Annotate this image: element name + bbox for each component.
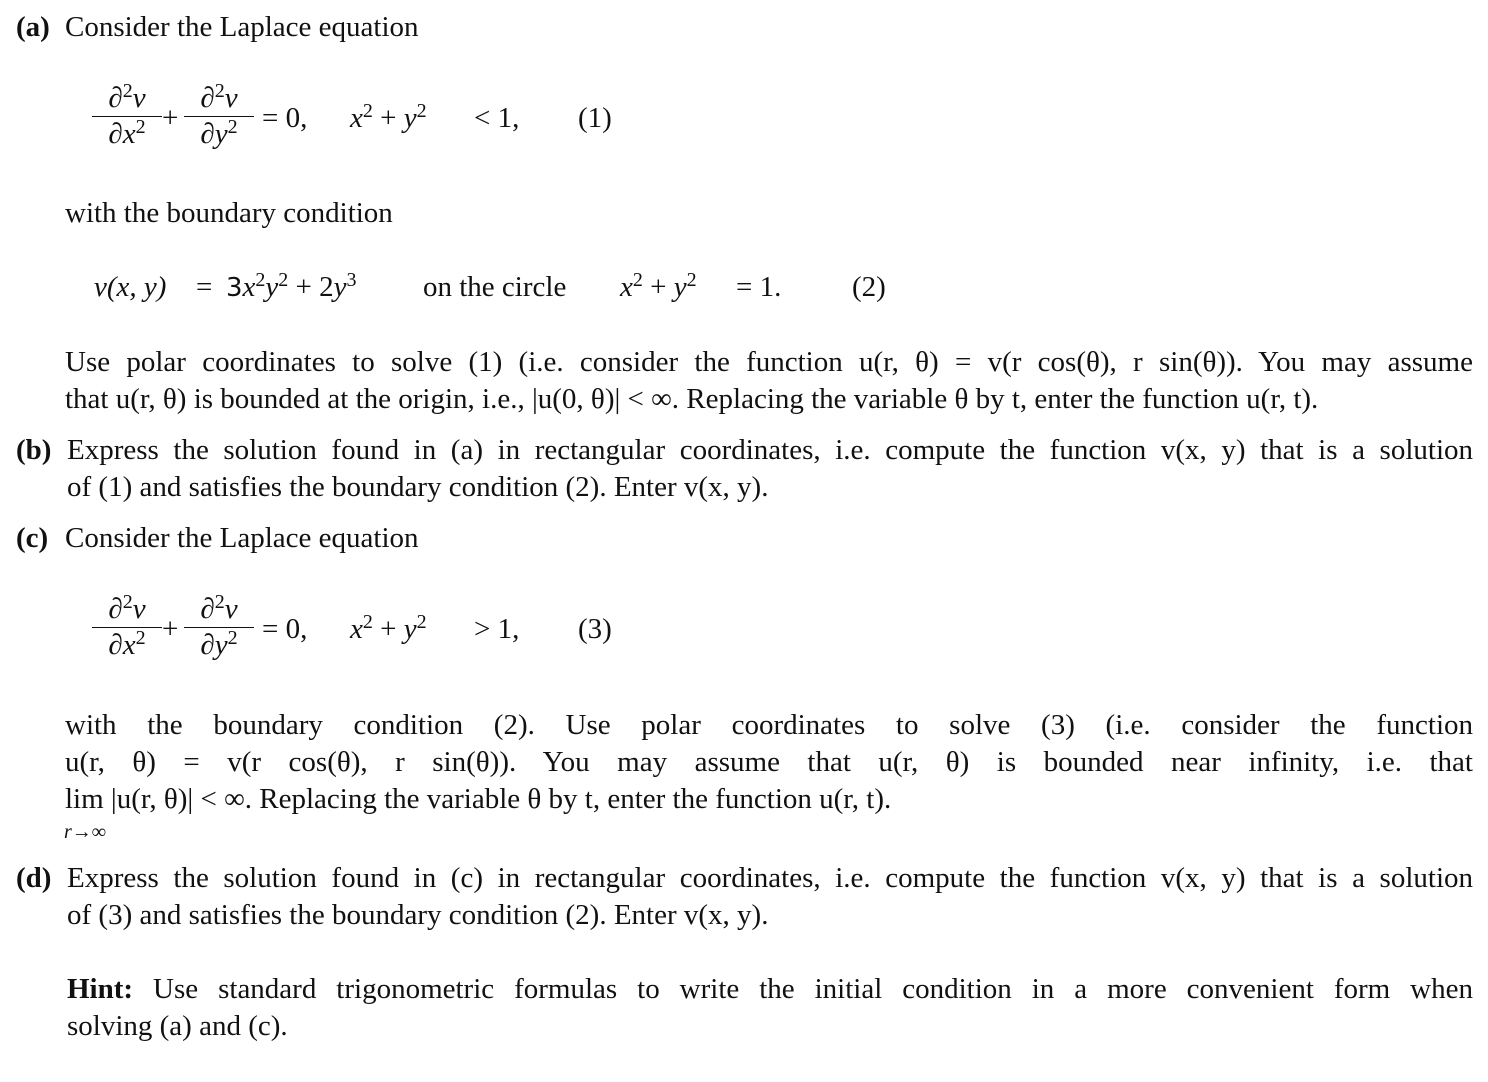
- on-the-circle: on the circle: [423, 271, 567, 303]
- part-a-line-1: Use polar coordinates to solve (1) (i.e. consider the function u(r, θ) = v(r cos(θ), r sin(θ)). You may assume: [65, 346, 1473, 378]
- fraction-d2v-dy2: ∂$^2$v $\partial y^2$: [184, 595, 254, 660]
- part-c-line-2: u(r, θ) = v(r cos(θ), r sin(θ)). You may assume that u(r, θ) is bounded near infinity, i.e. that: [65, 746, 1473, 778]
- hint-label: Hint:: [67, 973, 134, 1005]
- x2-plus-y2: $x^2 + y^2$: [350, 611, 427, 645]
- equals-zero: = 0,: [262, 102, 308, 134]
- equation-number-2: (2): [852, 271, 886, 303]
- part-d-line-1: Express the solution found in (c) in rectangular coordinates, i.e. compute the function v(x, y) that is a solution: [67, 862, 1473, 894]
- equation-number-1: (1): [578, 102, 612, 134]
- bc-equals: =: [196, 271, 213, 303]
- circle-lhs: $x^2 + y^2$: [620, 269, 697, 303]
- limit-subscript: r→∞: [64, 821, 107, 843]
- part-c-intro: Consider the Laplace equation: [65, 522, 419, 554]
- hint-line-2: solving (a) and (c).: [67, 1010, 288, 1042]
- plus-sign: +: [162, 613, 179, 645]
- equals-zero: = 0,: [262, 613, 308, 645]
- part-b-line-1: Express the solution found in (a) in rectangular coordinates, i.e. compute the function v(x, y) that is a solution: [67, 434, 1473, 466]
- x2-plus-y2: $x^2 + y^2$: [350, 100, 427, 134]
- equals-one: = 1.: [736, 271, 782, 303]
- part-b-label: (b): [16, 434, 52, 466]
- hint-text: Use standard trigonometric formulas to write the initial condition in a more convenient form when: [153, 973, 1473, 1005]
- part-a-intro: Consider the Laplace equation: [65, 11, 419, 43]
- bc-rhs: $3x^2y^2 + 2y^3$: [226, 269, 357, 303]
- equation-number-3: (3): [578, 613, 612, 645]
- part-a-line-2: that u(r, θ) is bounded at the origin, i.e., |u(0, θ)| < ∞. Replacing the variable θ by t, enter the function u(r, t).: [65, 383, 1319, 415]
- part-a-label: (a): [16, 11, 50, 43]
- domain-outside: > 1,: [474, 613, 520, 645]
- part-d-label: (d): [16, 862, 52, 894]
- fraction-d2v-dx2: ∂$^2$v $\partial x^2$: [92, 595, 162, 660]
- part-d-line-2: of (3) and satisfies the boundary condition (2). Enter v(x, y).: [67, 899, 769, 931]
- hint-line-1: [67, 975, 1473, 1004]
- fraction-d2v-dx2: ∂$^2$v $\partial x^2$: [92, 84, 162, 149]
- boundary-condition-intro: with the boundary condition: [65, 197, 393, 229]
- domain-inside: < 1,: [474, 102, 520, 134]
- part-b-line-2: of (1) and satisfies the boundary condition (2). Enter v(x, y).: [67, 471, 769, 503]
- bc-lhs: v(x, y): [94, 271, 167, 303]
- plus-sign: +: [162, 102, 179, 134]
- fraction-d2v-dy2: ∂$^2$v $\partial y^2$: [184, 84, 254, 149]
- part-c-line-1: with the boundary condition (2). Use polar coordinates to solve (3) (i.e. consider the function: [65, 709, 1473, 741]
- part-c-line-3: lim |u(r, θ)| < ∞. Replacing the variable θ by t, enter the function u(r, t).: [65, 783, 892, 815]
- part-c-label: (c): [16, 522, 49, 554]
